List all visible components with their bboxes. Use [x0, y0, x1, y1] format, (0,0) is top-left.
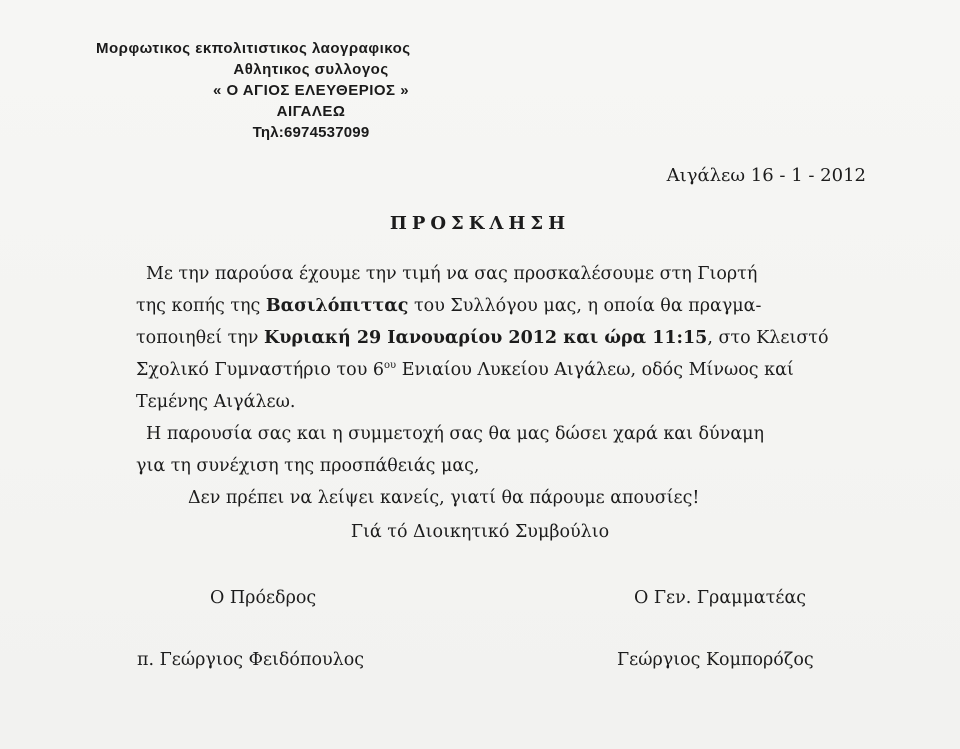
letterhead-line-4: ΑΙΓΑΛΕΩ	[276, 103, 346, 120]
body-line: Τεμένης Αιγάλεω.	[136, 392, 296, 412]
document-date: Αιγάλεω 16 - 1 - 2012	[666, 165, 866, 186]
body-text: της κοπής της	[136, 296, 266, 316]
body-line: για τη συνέχιση της προσπάθειάς μας,	[136, 456, 480, 476]
body-text: Σχολικό Γυμναστήριο του 6	[136, 360, 385, 380]
body-line: Η παρουσία σας και η συμμετοχή σας θα μας δώσει χαρά και δύναμη	[146, 424, 765, 444]
body-line: Με την παρούσα έχουμε την τιμή να σας προσκαλέσουμε στη Γιορτή	[146, 264, 758, 284]
president-role: Ο Πρόεδρος	[210, 588, 317, 608]
secretary-role: Ο Γεν. Γραμματέας	[634, 588, 807, 608]
body-line	[136, 322, 870, 354]
body-text: του Συλλόγου μας, η οποία θα πραγμα-	[408, 296, 762, 316]
letterhead-phone: Τηλ:6974537099	[252, 124, 370, 141]
board-signoff: Γιά τό Διοικητικό Συμβούλιο	[350, 522, 610, 542]
body-text: Ενιαίου Λυκείου Αιγάλεω, οδός Μίνωος καί	[396, 360, 794, 380]
ordinal-superscript: ου	[384, 360, 397, 372]
body-line	[136, 354, 870, 386]
body-text: τοποιηθεί την	[136, 328, 264, 348]
body-line: Δεν πρέπει να λείψει κανείς, γιατί θα πάρουμε απουσίες!	[188, 488, 700, 508]
body-text: , στο Κλειστό	[707, 328, 829, 348]
body-emphasis: Βασιλόπιττας	[265, 296, 409, 316]
president-name: π. Γεώργιος Φειδόπουλος	[137, 650, 365, 670]
document-title: ΠΡΟΣΚΛΗΣΗ	[389, 213, 571, 234]
letterhead-line-3: « Ο ΑΓΙΟΣ ΕΛΕΥΘΕΡΙΟΣ »	[212, 82, 410, 99]
letterhead	[96, 38, 526, 143]
invitation-body	[136, 258, 870, 514]
letterhead-line-1: Μορφωτικος εκπολιτιστικος λαογραφικος	[96, 40, 411, 57]
secretary-name: Γεώργιος Κομπορόζος	[617, 650, 814, 670]
body-line	[136, 290, 870, 322]
body-emphasis: Κυριακή 29 Ιανουαρίου 2012 και ώρα 11:15	[264, 328, 708, 348]
letterhead-line-2: Αθλητικος συλλογος	[233, 61, 389, 78]
